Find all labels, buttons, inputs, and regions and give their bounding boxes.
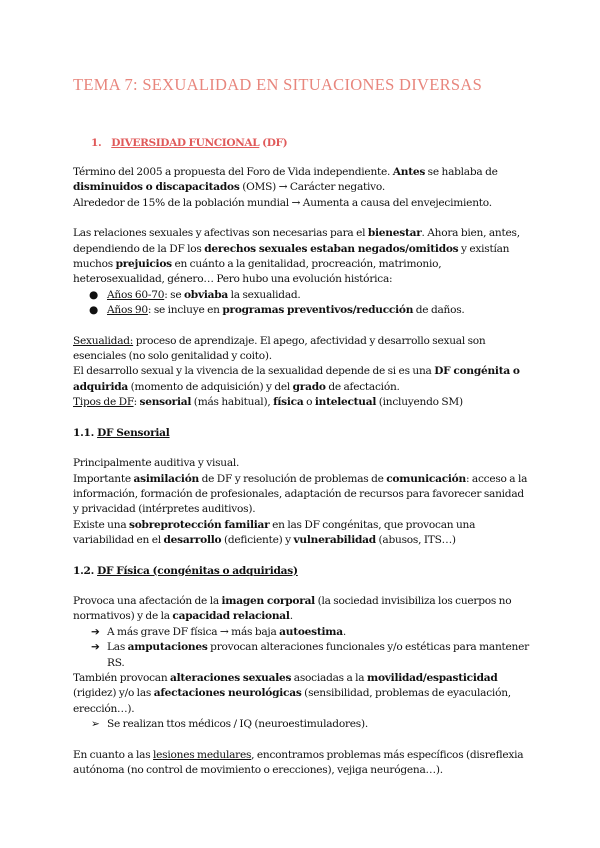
- paragraph-lesiones-medulares: [73, 748, 531, 779]
- bold-text: disminuidos o discapacitados: [73, 181, 240, 194]
- text: (deficiente) y: [221, 534, 294, 547]
- arrow-item: [73, 625, 531, 640]
- arrow-item: [73, 640, 531, 671]
- text: (abusos, ITS…): [375, 534, 456, 547]
- text: .: [289, 610, 293, 623]
- text: (momento de adquisición) y del: [128, 380, 293, 393]
- text: : se: [164, 288, 184, 301]
- subsection-number: 1.2.: [73, 564, 98, 577]
- bold-text: sobreprotección familiar: [129, 518, 270, 531]
- text: la sexualidad.: [228, 288, 301, 301]
- text: de DF y resolución de problemas de: [198, 472, 387, 485]
- underlined-text: Tipos de DF: [73, 396, 134, 409]
- arrow-icon: ➔: [91, 625, 100, 638]
- text: de daños.: [413, 304, 465, 317]
- bold-text: obviaba: [183, 288, 229, 301]
- subsection-number: 1.1.: [73, 426, 98, 439]
- text: : se incluye en: [147, 304, 223, 317]
- text: en las DF congénitas, que provocan una variabilidad en el: [73, 518, 476, 547]
- text: asociadas a la: [291, 671, 367, 684]
- section-number: 1.: [91, 137, 102, 149]
- underlined-text: lesiones medulares: [153, 748, 252, 761]
- bold-text: prejuicios: [115, 258, 172, 271]
- page-title: TEMA 7: SEXUALIDAD EN SITUACIONES DIVERSAS: [73, 75, 483, 94]
- text: se hablaba de: [425, 166, 498, 178]
- bullet-item: [73, 288, 531, 303]
- subsection-title: DF Física (congénitas o adquiridas): [97, 564, 298, 577]
- text: También provocan: [73, 671, 171, 684]
- spacer: [73, 319, 531, 334]
- text: y existían muchos: [73, 242, 510, 271]
- paragraph-auditiva: Principalmente auditiva y visual.: [73, 457, 240, 470]
- underlined-text: Años 60-70: [107, 288, 165, 301]
- subsection-heading-sensorial: [73, 426, 531, 441]
- text: .: [342, 625, 347, 638]
- text: (más habitual),: [191, 396, 274, 409]
- bold-text: intelectual: [314, 396, 377, 409]
- bullet-item: [73, 303, 531, 318]
- underlined-text: Sexualidad:: [73, 334, 134, 347]
- spacer: [73, 211, 531, 226]
- text: proceso de aprendizaje. El apego, afectividad y desarrollo sexual son esenciales (no solo genitalidad y coito).: [73, 334, 486, 363]
- bold-text: DF congénita o adquirida: [73, 365, 520, 393]
- bold-text: autoestima: [279, 625, 343, 638]
- text: : acceso a la información, formación de profesionales, adaptación de recursos para favorecer sanidad y privacidad (intérpretes auditivos).: [73, 472, 528, 516]
- document-body: [73, 165, 531, 778]
- text: El desarrollo sexual y la vivencia de la sexualidad depende de si es una: [73, 365, 435, 378]
- text: Se realizan ttos médicos / IQ (neuroestimuladores).: [107, 718, 368, 731]
- section-heading-text: DIVERSIDAD FUNCIONAL: [111, 137, 260, 149]
- arrow-icon: ➔: [91, 641, 100, 654]
- underlined-text: Años 90: [107, 304, 148, 317]
- bold-text: grado: [292, 380, 326, 393]
- spacer: [73, 411, 531, 426]
- paragraph-imagen-corporal: [73, 594, 531, 625]
- text: Existe una: [73, 518, 130, 531]
- text: (sensibilidad, problemas de eyaculación, erección…).: [73, 687, 511, 715]
- text: Las: [107, 641, 128, 654]
- text: Término del 2005 a propuesta del Foro de Vida independiente.: [73, 166, 393, 178]
- bold-text: amputaciones: [127, 641, 208, 654]
- paragraph-sexualidad: [73, 334, 531, 365]
- paragraph-desarrollo: [73, 364, 531, 395]
- arrow-item: [73, 717, 531, 732]
- text: , encontramos problemas más específicos (disreflexia autónoma (no control de movimiento o erecciones), vejiga neurógena…).: [73, 748, 524, 776]
- paragraph-poblacion: Alrededor de 15% de la población mundial → Aumenta a causa del envejecimiento.: [73, 196, 492, 209]
- bold-text: bienestar: [367, 227, 422, 240]
- bold-text: sensorial: [139, 396, 192, 409]
- spacer: [73, 733, 531, 748]
- text: provocan alteraciones funcionales y/o estéticas para mantener RS.: [107, 641, 529, 669]
- bold-text: derechos sexuales estaban negados/omitidos: [204, 242, 459, 255]
- paragraph-termino: [73, 165, 531, 196]
- bold-text: afectaciones neurológicas: [153, 687, 302, 700]
- paragraph-relaciones: [73, 226, 531, 288]
- bold-text: física: [273, 396, 304, 409]
- text: (OMS) → Carácter negativo.: [239, 181, 385, 194]
- spacer: [73, 579, 531, 594]
- text: o: [303, 396, 315, 409]
- paragraph-sobreproteccion: [73, 518, 531, 549]
- text: Importante: [73, 472, 134, 485]
- text: (rigidez) y/o las: [73, 687, 154, 700]
- bold-text: imagen corporal: [221, 594, 315, 607]
- text: :: [133, 396, 140, 409]
- bold-text: Antes: [392, 166, 426, 178]
- subsection-title: DF Sensorial: [97, 426, 170, 439]
- bold-text: alteraciones sexuales: [170, 671, 292, 684]
- text: . Ahora bien, antes, dependiendo de la DF los: [73, 227, 520, 255]
- arrowhead-icon: ➢: [91, 718, 100, 731]
- text: En cuanto a las: [73, 748, 154, 761]
- subsection-heading-fisica: [73, 564, 531, 579]
- text: Las relaciones sexuales y afectivas son necesarias para el: [73, 227, 368, 240]
- paragraph-asimilacion: [73, 472, 531, 518]
- text: (incluyendo SM): [376, 396, 463, 409]
- section-heading-suffix: (DF): [259, 137, 288, 149]
- bold-text: capacidad relacional: [172, 610, 290, 623]
- bullet-icon: ●: [89, 304, 98, 317]
- text: en cuánto a la genitalidad, procreación, matrimonio, heterosexualidad, género… Pero hubo una evolución histórica:: [73, 258, 442, 286]
- bold-text: desarrollo: [163, 534, 222, 547]
- bold-text: vulnerabilidad: [293, 534, 376, 547]
- bold-text: programas preventivos/reducción: [222, 304, 414, 317]
- text: (la sociedad invisibiliza los cuerpos no normativos) y de la: [73, 594, 512, 623]
- spacer: [73, 549, 531, 564]
- paragraph-tipos: [73, 395, 531, 410]
- text: A más grave DF física → más baja: [107, 625, 280, 638]
- bold-text: asimilación: [133, 472, 199, 485]
- bold-text: movilidad/espasticidad: [366, 671, 498, 684]
- text: Provoca una afectación de la: [73, 594, 222, 607]
- spacer: [73, 441, 531, 456]
- text: de afectación.: [325, 380, 400, 393]
- bullet-icon: ●: [89, 288, 98, 301]
- paragraph-alteraciones: [73, 671, 531, 717]
- bold-text: comunicación: [386, 472, 466, 485]
- section-heading-diversidad-funcional: [91, 136, 287, 151]
